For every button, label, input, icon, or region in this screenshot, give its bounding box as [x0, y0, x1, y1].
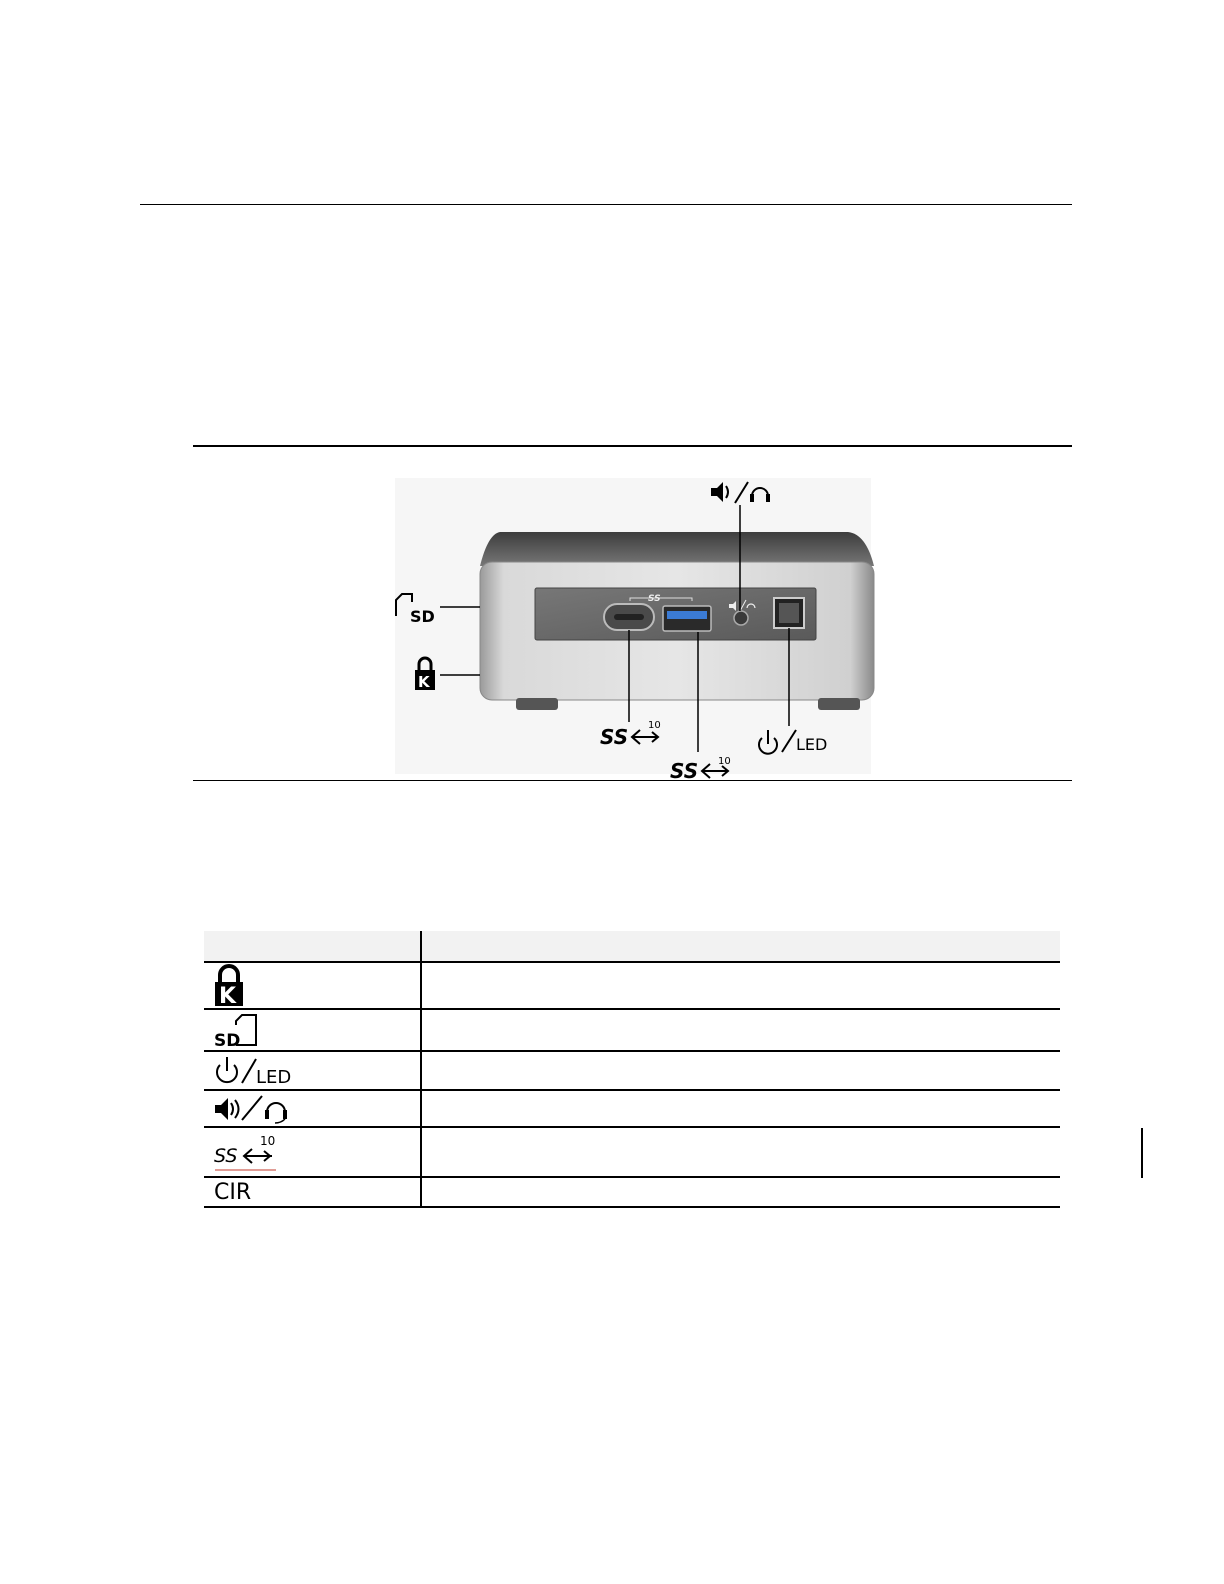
table-header-icon	[204, 931, 421, 962]
svg-text:SD: SD	[214, 1031, 241, 1051]
svg-text:SS: SS	[214, 1145, 238, 1167]
svg-text:10: 10	[260, 1134, 276, 1148]
table-cell-description	[421, 1009, 1060, 1051]
audio-headset-icon	[214, 1094, 294, 1124]
svg-text:SS: SS	[600, 725, 629, 749]
power-callout-label: LED	[796, 735, 828, 754]
device-foot-left	[516, 698, 558, 710]
table-cell-icon	[204, 962, 421, 1009]
table-row	[204, 1177, 1060, 1207]
sd-callout-label: SD	[410, 607, 435, 626]
table-cell-description	[421, 1090, 1060, 1127]
table-header-description	[421, 931, 1060, 962]
kensington-lock-icon	[214, 964, 254, 1008]
table-cell-icon	[204, 1051, 421, 1090]
table-cell-icon	[204, 1009, 421, 1051]
device-top	[480, 532, 874, 566]
table-row	[204, 962, 1060, 1009]
table-cell-icon	[204, 1090, 421, 1127]
kensington-callout-label: K	[418, 673, 430, 691]
svg-text:SS: SS	[670, 759, 699, 783]
svg-text:LED: LED	[256, 1066, 292, 1088]
power-led-icon	[214, 1055, 304, 1087]
usb-bracket-label: SS	[648, 594, 661, 604]
revision-change-bar	[1141, 1128, 1143, 1178]
table-header-row	[204, 931, 1060, 962]
usb-superspeed-10-icon	[214, 1132, 284, 1172]
table-cell-description	[421, 962, 1060, 1009]
device-foot-right	[818, 698, 860, 710]
sd-card-icon	[214, 1011, 274, 1049]
table-row	[204, 1127, 1060, 1177]
table-cell-icon	[204, 1177, 421, 1207]
table-row	[204, 1009, 1060, 1051]
table-row	[204, 1051, 1060, 1090]
table-cell-icon	[204, 1127, 421, 1177]
svg-text:K: K	[219, 983, 237, 1009]
table-row	[204, 1090, 1060, 1127]
usb-a-speed: 10	[718, 756, 731, 767]
table-cell-description	[421, 1177, 1060, 1207]
usb-c-speed: 10	[648, 720, 661, 731]
audio-jack	[734, 611, 748, 625]
icon-legend-table	[204, 931, 1060, 1208]
cir-icon: CIR	[214, 1179, 252, 1205]
table-cell-description	[421, 1127, 1060, 1177]
table-cell-description	[421, 1051, 1060, 1090]
